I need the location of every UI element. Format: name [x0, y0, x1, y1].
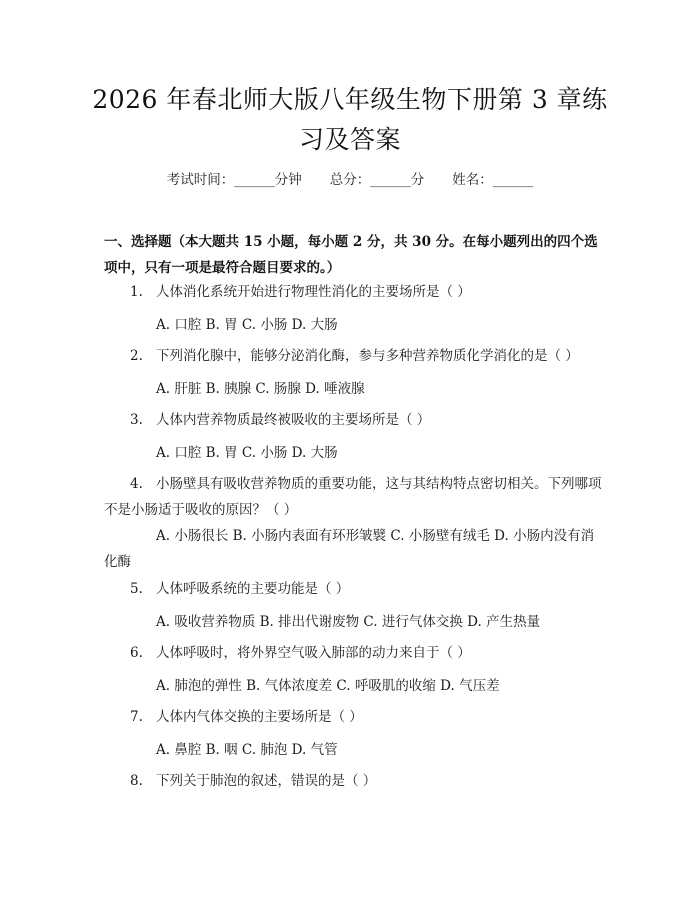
- options-1: A. 口腔 B. 胃 C. 小肠 D. 大肠: [156, 317, 338, 333]
- options-7: A. 鼻腔 B. 咽 C. 肺泡 D. 气管: [156, 742, 338, 758]
- question-8: 8. 下列关于肺泡的叙述，错误的是（ ）: [130, 773, 377, 789]
- exam-info: [0, 168, 700, 188]
- title-line-1: 2026 年春北师大版八年级生物下册第 3 章练: [92, 85, 608, 114]
- question-3: 3. 人体内营养物质最终被吸收的主要场所是（ ）: [130, 412, 431, 428]
- question-4: 4. 小肠壁具有吸收营养物质的重要功能，这与其结构特点密切相关。下列哪项不是小肠适于吸收的原因？（ ）: [104, 476, 602, 518]
- options-2: A. 肝脏 B. 胰腺 C. 肠腺 D. 唾液腺: [156, 381, 365, 397]
- section-heading: 一、选择题（本大题共 15 小题，每小题 2 分，共 30 分。在每小题列出的四个选项中，只有一项是最符合题目要求的。）: [104, 234, 598, 276]
- question-6: 6. 人体呼吸时，将外界空气吸入肺部的动力来自于（ ）: [130, 645, 471, 661]
- question-2: 2. 下列消化腺中，能够分泌消化酶，参与多种营养物质化学消化的是（ ）: [130, 348, 579, 364]
- question-1: 1. 人体消化系统开始进行物理性消化的主要场所是（ ）: [130, 284, 471, 300]
- title-line-2: 习及答案: [298, 125, 401, 154]
- options-4: A. 小肠很长 B. 小肠内表面有环形皱襞 C. 小肠壁有绒毛 D. 小肠内没有消化酶: [104, 528, 595, 570]
- exam-score: 总分：______分: [329, 172, 425, 188]
- page-title: [90, 80, 610, 160]
- question-7: 7. 人体内气体交换的主要场所是（ ）: [130, 709, 363, 725]
- options-6: A. 肺泡的弹性 B. 气体浓度差 C. 呼吸肌的收缩 D. 气压差: [156, 678, 500, 694]
- student-name: 姓名：______: [452, 172, 534, 188]
- question-5: 5. 人体呼吸系统的主要功能是（ ）: [130, 581, 350, 597]
- options-5: A. 吸收营养物质 B. 排出代谢废物 C. 进行气体交换 D. 产生热量: [156, 614, 541, 630]
- options-3: A. 口腔 B. 胃 C. 小肠 D. 大肠: [156, 445, 338, 461]
- exam-time: 考试时间：______分钟: [166, 172, 302, 188]
